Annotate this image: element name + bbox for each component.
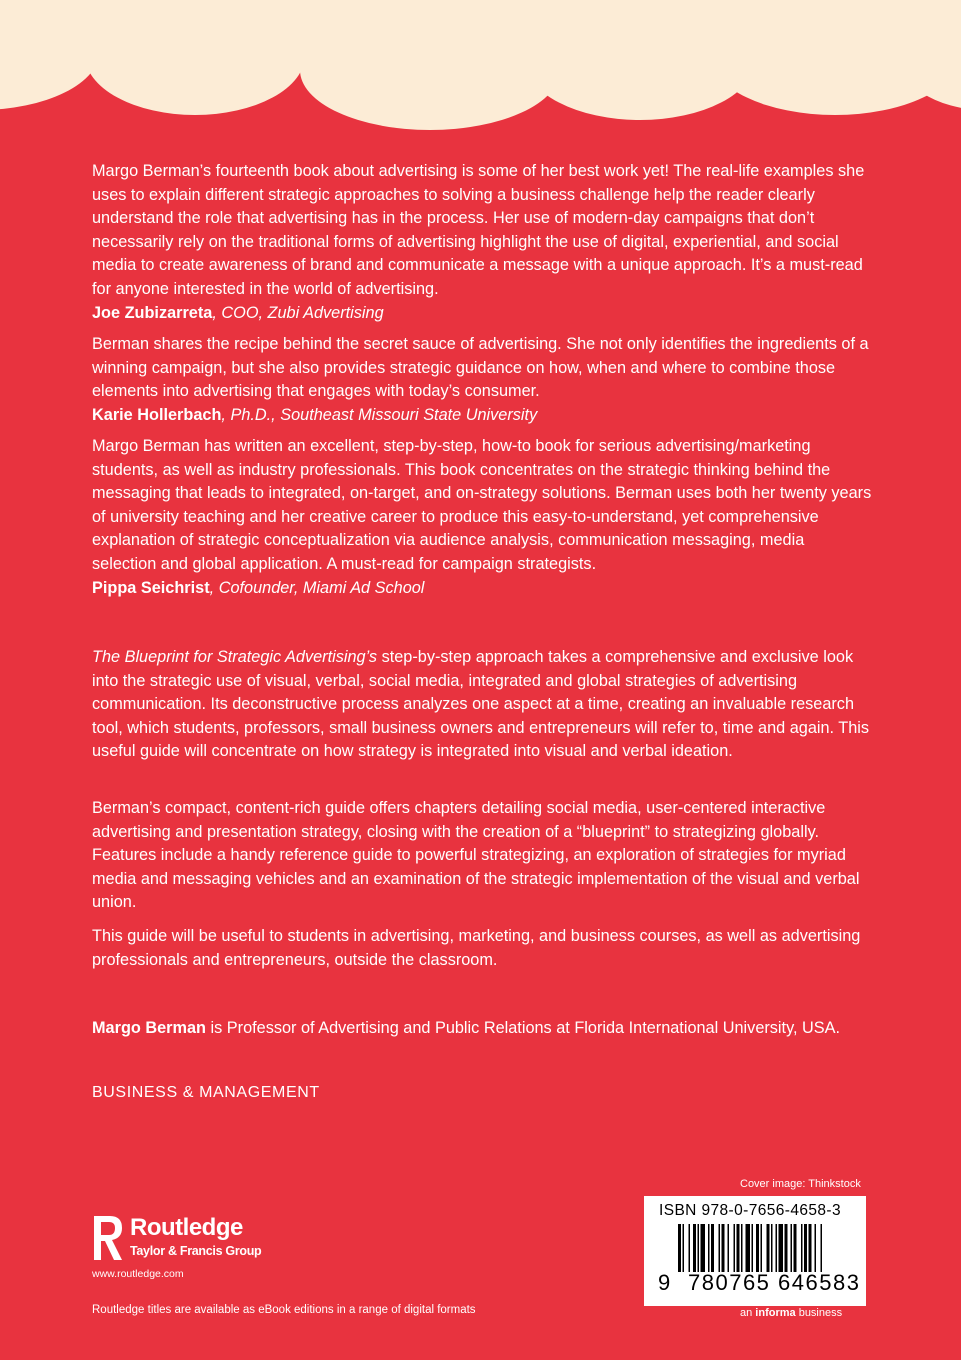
ebook-note: Routledge titles are available as eBook editions in a range of digital formats <box>92 1304 476 1316</box>
cloud-border <box>0 0 961 150</box>
publisher-group: Taylor & Francis Group <box>130 1244 262 1258</box>
review-1-text: Margo Berman’s fourteenth book about advertising is some of her best work yet! The real-life examples she uses to explain different strategic approaches to solving a business challenge help the reader clearly understand the role that advertising has in the process. Her use of modern-day campaigns that don’t necessarily rely on the traditional forms of advertising highlight the use of digital, experiential, and social media to create awareness of brand and communicate a message with a unique approach. It’s a must-read for anyone interested in the world of advertising. <box>92 162 865 298</box>
review-3 <box>92 435 872 600</box>
subject-category: BUSINESS & MANAGEMENT <box>92 1084 320 1101</box>
author-bio-text: is Professor of Advertising and Public Relations at Florida International University, USA. <box>206 1019 841 1037</box>
barcode-bars <box>678 1224 858 1272</box>
description-2-text: Berman’s compact, content-rich guide offers chapters detailing social media, user-centered interactive advertising and presentation strategy, closing with the creation of a “blueprint” to strategizing globally. Features include a handy reference guide to powerful strategizing, an exploration of strategies for myriad media and messaging vehicles and an examination of the strategic implementation of the visual and verbal union. <box>92 799 860 912</box>
author-bio <box>92 1017 872 1041</box>
review-2 <box>92 333 872 427</box>
review-3-role: , Cofounder, Miami Ad School <box>209 578 425 597</box>
informa-prefix: an <box>740 1307 756 1319</box>
review-3-attribution <box>92 577 872 601</box>
routledge-logo <box>92 1214 272 1264</box>
author-name: Margo Berman <box>92 1019 206 1037</box>
isbn-barcode <box>644 1196 866 1306</box>
description-3-text: This guide will be useful to students in advertising, marketing, and business courses, as well as advertising professionals and entrepreneurs, outside the classroom. <box>92 927 861 969</box>
isbn-label: ISBN 978-0-7656-4658-3 <box>659 1202 841 1219</box>
review-1 <box>92 160 872 325</box>
ean-digits: 780765 646583 <box>688 1270 861 1295</box>
publisher-name: Routledge <box>130 1214 243 1241</box>
informa-suffix: business <box>795 1307 843 1319</box>
review-1-role: , COO, Zubi Advertising <box>212 303 384 322</box>
ean-first-digit: 9 <box>658 1270 671 1295</box>
cloud-shapes <box>0 0 961 130</box>
review-2-role: , Ph.D., Southeast Missouri State University <box>221 405 538 424</box>
description-paragraph-1 <box>92 646 872 764</box>
review-1-attribution <box>92 302 872 326</box>
book-title: The Blueprint for Strategic Advertising’s <box>92 648 378 666</box>
description-paragraph-2 <box>92 797 872 915</box>
review-2-text: Berman shares the recipe behind the secret sauce of advertising. She not only identifies the ingredients of a winning campaign, but she also provides strategic guidance on how, when and where to combine those elements into advertising that engages with today’s consumer. <box>92 335 869 401</box>
review-1-name: Joe Zubizarreta <box>92 303 213 322</box>
description-paragraph-3 <box>92 925 872 972</box>
review-3-name: Pippa Seichrist <box>92 578 210 597</box>
review-2-name: Karie Hollerbach <box>92 405 222 424</box>
routledge-r-icon <box>92 1214 124 1262</box>
review-2-attribution <box>92 404 872 428</box>
cover-credit: Cover image: Thinkstock <box>740 1178 861 1190</box>
publisher-url[interactable]: www.routledge.com <box>92 1268 184 1280</box>
informa-brand: informa <box>755 1307 796 1319</box>
description-1-text: step-by-step approach takes a comprehensive and exclusive look into the strategic use of visual, verbal, social media, integrated and global strategies of advertising communication. Its deconstructive process analyzes one aspect at a time, creating an invaluable research tool, which students, professors, small business owners and entrepreneurs will refer to, time and again. This useful guide will concentrate on how strategy is integrated into visual and verbal ideation. <box>92 648 870 761</box>
review-3-text: Margo Berman has written an excellent, step-by-step, how-to book for serious advertising/marketing students, as well as industry professionals. This book concentrates on the strategic thinking behind the messaging that leads to integrated, on-target, and on-strategy solutions. Berman uses both her twenty years of university teaching and her creative career to produce this easy-to-understand, yet comprehensive explanation of strategic conceptualization via audience analysis, communication messaging, media selection and global application. A must-read for campaign strategists. <box>92 437 872 573</box>
informa-business <box>740 1307 842 1319</box>
